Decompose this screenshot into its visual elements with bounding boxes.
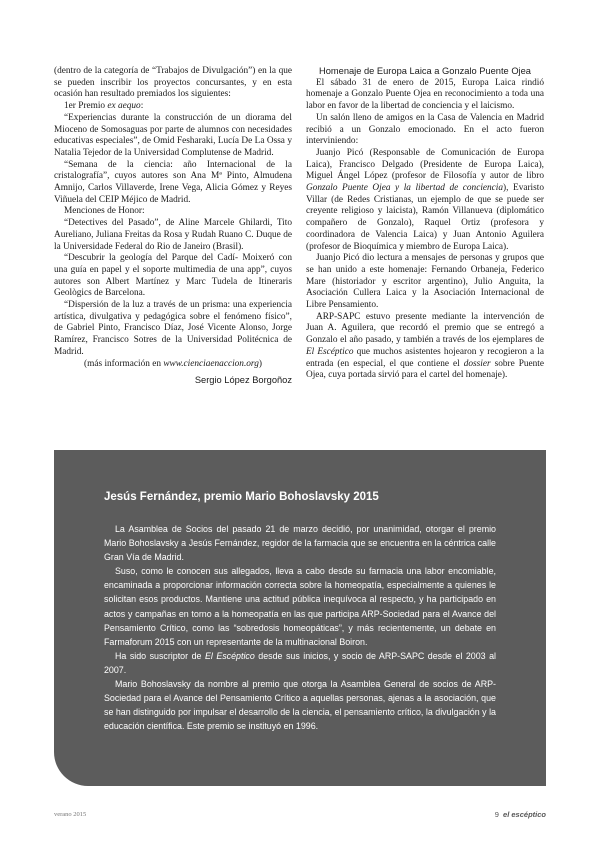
award-heading xyxy=(54,101,292,113)
text-run: desde sus inicios, y socio de ARP-SAPC desde el 2003 al 2007. xyxy=(104,650,496,675)
footer-season: verano 2015 xyxy=(54,811,87,818)
paragraph: “Semana de la ciencia: año Internacional de la cristalografía”, cuyos autores son Ana Mª Pinto, Almudena Amnijo, Carlos Villaverde, Irene Vega, Alicia Gómez y Reyes Viñuela del CEIP Méjico de Madrid. xyxy=(54,159,292,205)
award-label-italic: ex aequo xyxy=(107,101,141,112)
paragraph: El sábado 31 de enero de 2015, Europa Laica rindió homenaje a Gonzalo Puente Ojea en reconocimiento a toda una labor en favor de la libertad de conciencia y el laicismo. xyxy=(306,77,544,112)
text-run: ), Evaristo Villar (de Redes Cristianas, un ejemplo de que se puede ser creyente religioso y laicista), Ramón Villanueva (diplomático compañero de Gonzalo), Raquel Ortiz (profesora y coordinadora de Valencia Laica) y Juan Antonio Aguilera (profesor de Bioquímica y miembro de Europa Laica). xyxy=(306,183,544,252)
text-run: ARP-SAPC estuvo presente mediante la intervención de Juan A. Aguilera, que recordó el premio que se entregó a Gonzalo el año pasado, y también a través de los ejemplares de xyxy=(306,311,544,346)
paragraph: La Asamblea de Socios del pasado 21 de marzo decidió, por unanimidad, otorgar el premio Mario Bohoslavsky a Jesús Fernández, regidor de la farmacia que se encuentra en la céntrica calle Gran Vía de Madrid. xyxy=(104,524,496,563)
more-info xyxy=(54,359,292,371)
paragraph xyxy=(104,649,496,677)
paragraph: “Detectives del Pasado”, de Aline Marcele Ghilardi, Tito Aureliano, Juliana Freitas da Rosa y Rudah Ruano C. Duque de la Universidade Federal do Rio de Janeiro (Brasil). xyxy=(54,218,292,252)
page-number: 9 xyxy=(494,810,499,819)
paragraph: “Experiencias durante la construcción de un diorama del Mioceno de Somosaguas por parte de alumnos con necesidades educativas especiales”, de Omid Fesharaki, Lucía De La Ossa y Natalia Tejedor de la Universidad Complutense de Madrid. xyxy=(54,112,292,158)
honor-heading: Menciones de Honor: xyxy=(64,206,145,217)
magazine-title: El Escéptico xyxy=(204,650,255,661)
paragraph: Un salón lleno de amigos en la Casa de Valencia en Madrid recibió a un Gonzalo emocionado. En el acto fueron interviniendo: xyxy=(306,112,544,147)
more-info-start: (más información en xyxy=(84,358,164,369)
author-signature: Sergio López Borgoñoz xyxy=(194,375,292,386)
paragraph: Suso, como le conocen sus allegados, lleva a cabo desde su farmacia una labor encomiable, encaminada a proporcionar información correcta sobre la homeopatía, especialmente a quienes le solicitan esos productos. Mantiene una actitud pública inequívoca al respecto, y ha participado en actos y campañas en torno a la homeopatía en las que participa ARP-Sociedad para el Avance del Pensamiento Crítico, como las “sobredosis homeopáticas”, y más recientemente, un debate en Farmaforum 2015 con un representante de la multinacional Boiron. xyxy=(104,566,496,647)
award-label-end: : xyxy=(140,101,144,112)
section-heading: Homenaje de Europa Laica a Gonzalo Puente Ojea xyxy=(319,66,531,76)
paragraph: Mario Bohoslavsky da nombre al premio que otorga la Asamblea General de socios de ARP-Sociedad para el Avance del Pensamiento Crítico a aquellas personas, ajenas a la asociación, que se han distinguido por impulsar el desarrollo de la ciencia, el pensamiento crítico, la divulgación y la educación científica. Este premio se instituyó en 1996. xyxy=(104,679,496,732)
award-label: 1er Premio xyxy=(64,101,108,112)
paragraph: (dentro de la categoría de “Trabajos de Divulgación”) en la que se pueden inscribir los proyectos concursantes, y en esta ocasión han resultado premiados los siguientes: xyxy=(54,66,292,100)
more-info-end: ) xyxy=(258,358,262,369)
left-column xyxy=(54,66,292,387)
book-title: Gonzalo Puente Ojea y la libertad de conciencia xyxy=(306,183,504,194)
more-info-link[interactable]: www.cienciaenaccion.org xyxy=(163,358,259,369)
award-box-title: Jesús Fernández, premio Mario Bohoslavsky 2015 xyxy=(104,491,379,503)
paragraph xyxy=(306,148,544,253)
text-run: Ha sido suscriptor de xyxy=(115,650,205,661)
dossier-word: dossier xyxy=(463,358,491,369)
text-run: sobre Puente Ojea, cuya portada sirvió para el cartel del homenaje). xyxy=(306,358,545,381)
paragraph xyxy=(306,312,544,382)
magazine-brand: el escéptico xyxy=(503,810,546,819)
paragraph: “Dispersión de la luz a través de un prisma: una experiencia artística, divulgativa y pedagógica sobre el fenómeno físico”, de Gabriel Pinto, Francisco Díaz, José Vicente Alonso, Jorge Ramírez, Francisco Sotres de la Universidad Politécnica de Madrid. xyxy=(54,300,292,357)
award-box xyxy=(54,450,546,786)
award-box-body xyxy=(104,522,496,733)
magazine-title: El Escéptico xyxy=(306,346,354,357)
footer-page xyxy=(495,810,546,819)
paragraph: “Descubrir la geología del Parque del Cadí- Moixeró con una guía en papel y el soporte multimedia de una app”, cuyos autores son Albert Martínez y Marc Tudela de Itineraris Geològics de Barcelona. xyxy=(54,253,292,299)
text-run: que muchos asistentes hojearon y recogieron a la entrada (en especial, el que contiene el xyxy=(306,346,544,369)
right-column xyxy=(306,66,544,382)
text-run: Juanjo Picó (Responsable de Comunicación de Europa Laica), Francisco Delgado (Presidente de Europa Laica), Miguel Ángel López (profesor de Filosofía y autor de libro xyxy=(306,147,544,182)
paragraph: Juanjo Picó dio lectura a mensajes de personas y grupos que se han unido a este homenaje: Fernando Orbaneja, Federico Mare (historiador y escritor argentino), Julio Anguita, la Asociación Cullera Laica y la Asociación Internacional de Libre Pensamiento. xyxy=(306,253,544,311)
